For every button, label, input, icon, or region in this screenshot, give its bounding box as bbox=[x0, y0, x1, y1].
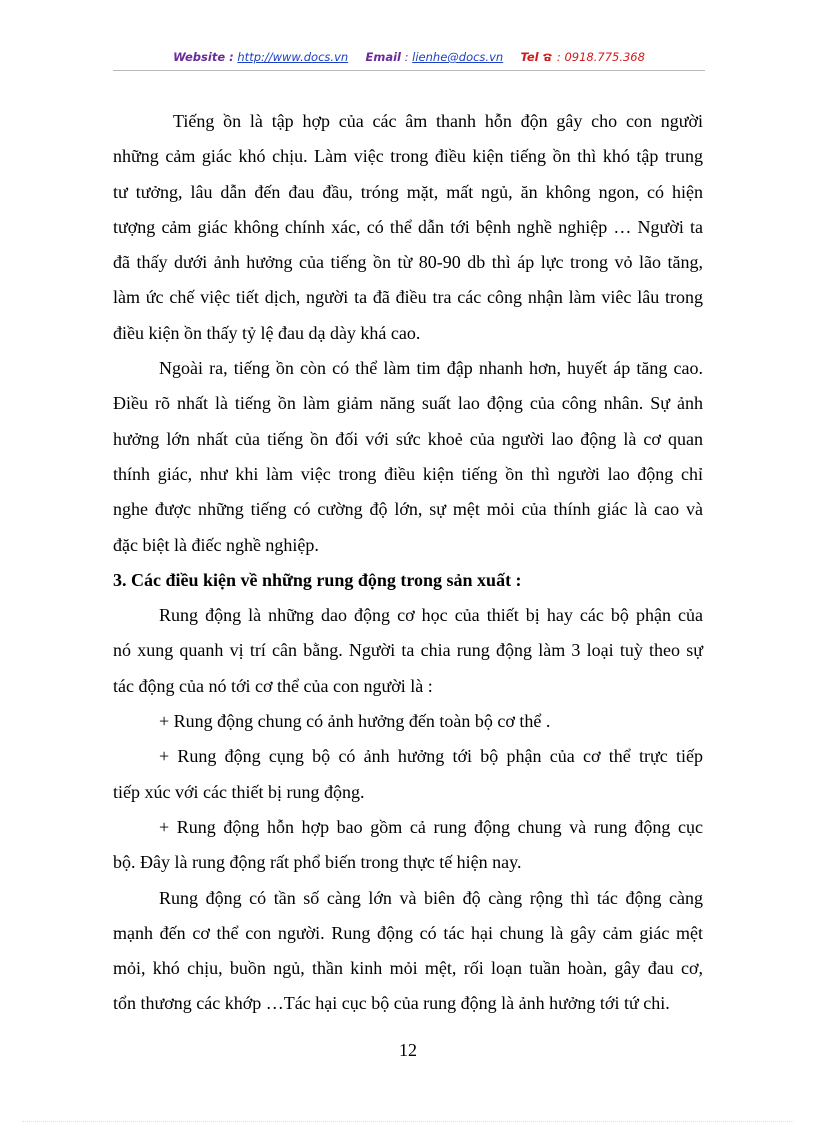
header-rule bbox=[113, 70, 705, 71]
text-line: Ngoài ra, tiếng ồn còn có thể làm tim đập nhanh hơn, huyết áp tăng cao. bbox=[159, 358, 703, 379]
text-line: hưởng lớn nhất của tiếng ồn đối với sức khoẻ của người lao động là cơ quan bbox=[113, 428, 703, 449]
paragraph bbox=[113, 881, 703, 1022]
text-line: điều kiện ồn thấy tỷ lệ đau dạ dày khá cao. bbox=[113, 322, 421, 343]
text-line: Rung động có tần số càng lớn và biên độ càng rộng thì tác động càng bbox=[159, 887, 703, 908]
paragraph bbox=[113, 739, 703, 810]
text-line: Tiếng ồn là tập hợp của các âm thanh hỗn độn gây cho con người bbox=[173, 111, 703, 131]
text-line: tổn thương các khớp …Tác hại cục bộ của rung động là ảnh hưởng tới tứ chi. bbox=[113, 993, 670, 1014]
text-line: Rung động là những dao động cơ học của thiết bị hay các bộ phận của bbox=[159, 605, 703, 626]
text-line: + Rung động chung có ảnh hưởng đến toàn bộ cơ thể . bbox=[159, 711, 551, 732]
page-number: 12 bbox=[399, 1040, 417, 1060]
text-line: 3. Các điều kiện về những rung động trong sản xuất : bbox=[113, 569, 522, 590]
email-link[interactable]: lienhe@docs.vn bbox=[412, 50, 504, 64]
website-label: Website : bbox=[173, 50, 234, 64]
tel-number: : 0918.775.368 bbox=[556, 50, 645, 64]
text-line: + Rung động cụng bộ có ảnh hưởng tới bộ phận của cơ thể trực tiếp bbox=[159, 746, 703, 767]
text-line: mỏi, khó chịu, buồn ngủ, thần kinh mỏi mệt, rối loạn tuần hoàn, gây đau cơ, bbox=[113, 958, 703, 979]
paragraph bbox=[113, 104, 703, 351]
email-separator: : bbox=[400, 50, 413, 64]
text-line: tiếp xúc với các thiết bị rung động. bbox=[113, 781, 365, 802]
paragraph bbox=[113, 704, 703, 739]
text-line: tư tưởng, lâu dẫn đến đau đầu, tróng mặt, mất ngủ, ăn không ngon, có hiện bbox=[113, 181, 703, 202]
text-line: những cảm giác khó chịu. Làm việc trong điều kiện tiếng ồn thì khó tập trung bbox=[113, 146, 703, 167]
tel-label: Tel bbox=[520, 50, 539, 64]
section-heading bbox=[113, 563, 703, 598]
text-line: mạnh đến cơ thể con người. Rung động có tác hại chung là gây cảm giác mệt bbox=[113, 922, 703, 943]
text-line: nghe được những tiếng có cường độ lớn, sự mệt mỏi của thính giác là cao và bbox=[113, 499, 703, 520]
text-line: làm ức chế việc tiết dịch, người ta đã điều tra các công nhận làm viêc lâu trong bbox=[113, 287, 703, 308]
email-label: Email bbox=[365, 50, 401, 64]
text-line: tượng cảm giác không chính xác, có thể dẫn tới bệnh nghề nghiệp … Người ta bbox=[113, 216, 703, 237]
text-line: đặc biệt là điếc nghề nghiệp. bbox=[113, 534, 319, 555]
document-body bbox=[113, 104, 703, 1022]
text-line: đã thấy dưới ảnh hưởng của tiếng ồn từ 80-90 db thì áp lực trong vỏ lão tăng, bbox=[113, 252, 703, 273]
website-link[interactable]: http://www.docs.vn bbox=[237, 50, 349, 64]
text-line: thính giác, như khi làm việc trong điều kiện tiếng ồn thì người lao động chỉ bbox=[113, 463, 703, 484]
page-bottom-border bbox=[22, 1121, 794, 1122]
paragraph bbox=[113, 351, 703, 563]
text-line: tác động của nó tới cơ thể của con người là : bbox=[113, 675, 433, 696]
paragraph bbox=[113, 810, 703, 881]
text-line: bộ. Đây là rung động rất phổ biến trong thực tế hiện nay. bbox=[113, 852, 522, 873]
phone-icon bbox=[542, 50, 553, 64]
text-line: nó xung quanh vị trí cân bằng. Người ta chia rung động làm 3 loại tuỳ theo sự bbox=[113, 640, 703, 661]
paragraph bbox=[113, 598, 703, 704]
page-header bbox=[113, 50, 705, 70]
text-line: Điều rõ nhất là tiếng ồn làm giảm năng suất lao động của công nhân. Sự ảnh bbox=[113, 393, 703, 414]
text-line: + Rung động hỗn hợp bao gồm cả rung động chung và rung động cục bbox=[159, 816, 703, 837]
